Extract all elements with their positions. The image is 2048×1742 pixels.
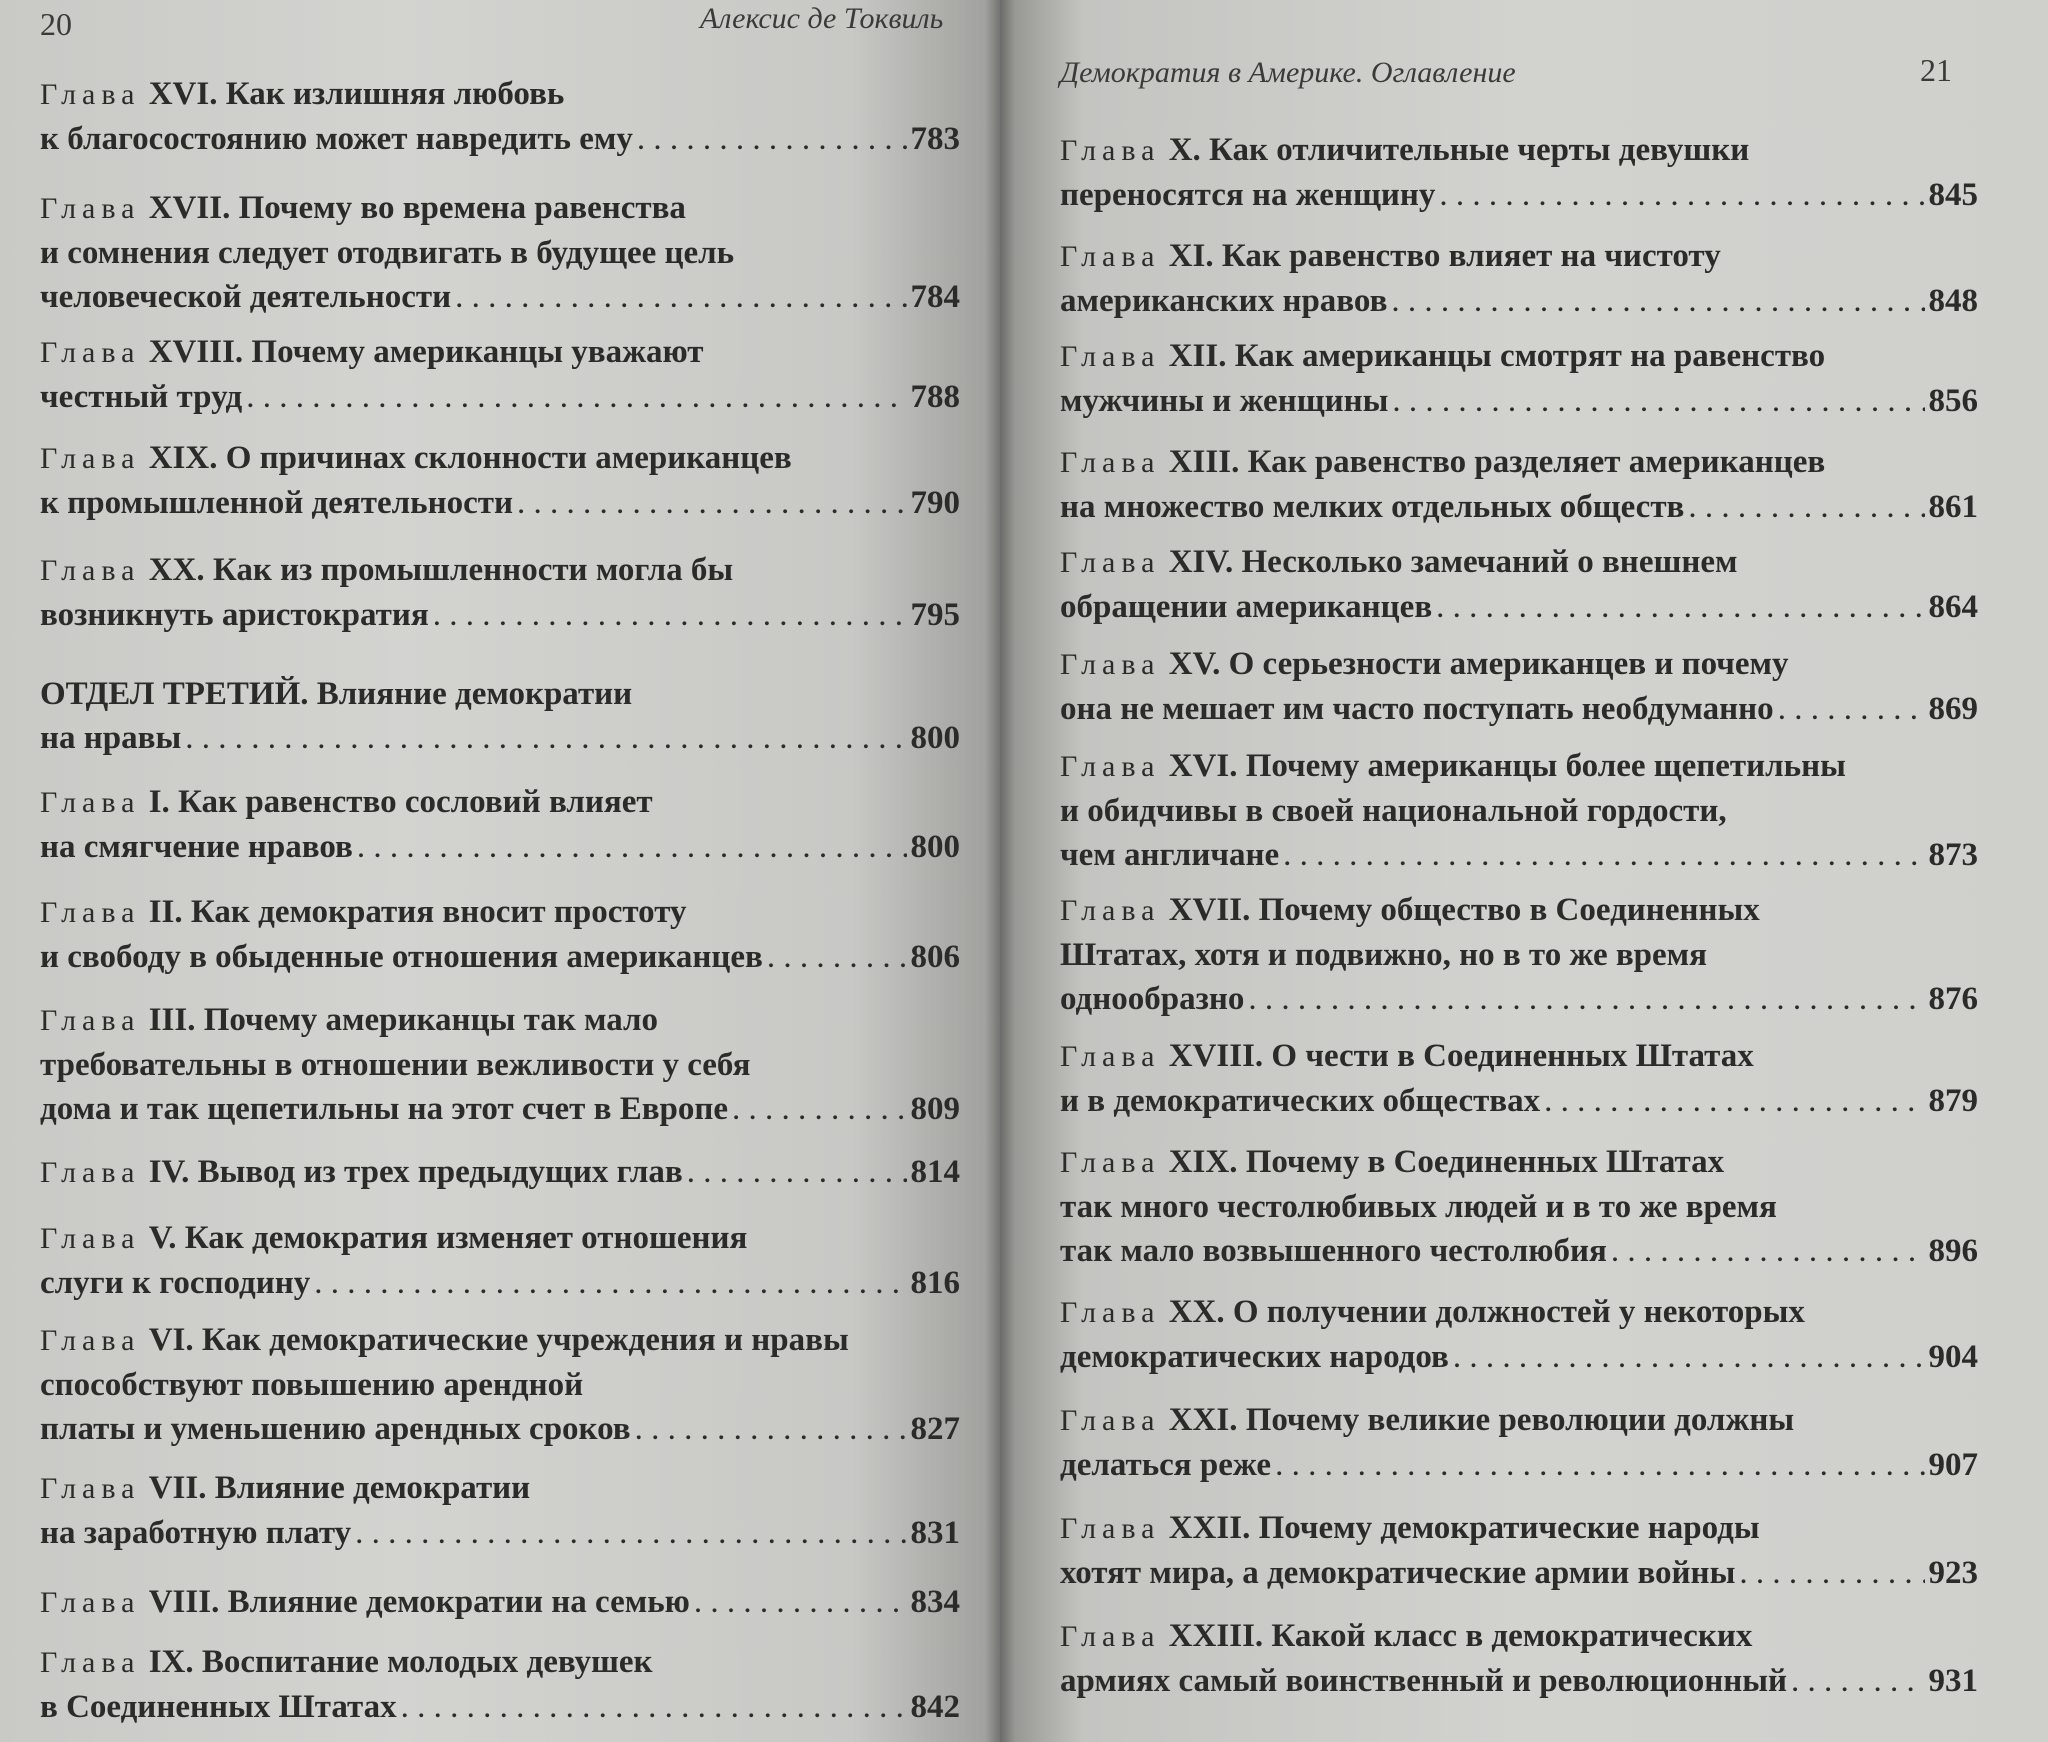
toc-entry-line: Глава XII. Как американцы смотрят на равенство bbox=[1060, 338, 1826, 374]
toc-entry-line: и сомнения следует отодвигать в будущее цель bbox=[40, 235, 735, 271]
toc-entry-line: честный труд bbox=[40, 379, 243, 415]
toc-entry-line: к благосостоянию может навредить ему bbox=[40, 121, 633, 157]
leader-dots bbox=[1778, 687, 1925, 731]
toc-entry bbox=[40, 1318, 960, 1451]
leader-dots bbox=[1275, 1443, 1924, 1487]
chapter-word: Глава bbox=[40, 786, 141, 819]
toc-entry-line: возникнуть аристократия bbox=[40, 597, 429, 633]
toc-entry bbox=[1060, 128, 1978, 217]
leader-dots bbox=[185, 716, 906, 760]
leader-dots bbox=[1248, 977, 1924, 1021]
toc-page-number: 834 bbox=[910, 1584, 960, 1620]
leader-dots bbox=[732, 1087, 906, 1131]
toc-entry bbox=[1060, 234, 1978, 323]
chapter-word: Глава bbox=[40, 1586, 141, 1619]
toc-page-number: 800 bbox=[910, 829, 960, 865]
toc-entry-line: Глава II. Как демократия вносит простоту bbox=[40, 894, 687, 930]
toc-page-number: 788 bbox=[910, 379, 960, 415]
toc-entry bbox=[40, 1216, 960, 1305]
toc-entry-line: Штатах, хотя и подвижно, но в то же время bbox=[1060, 937, 1707, 973]
toc-entry-line: и свободу в обыденные отношения американцев bbox=[40, 939, 763, 975]
leader-dots bbox=[246, 375, 906, 419]
toc-page-number: 806 bbox=[910, 939, 960, 975]
toc-entry-line: Глава XI. Как равенство влияет на чистоту bbox=[1060, 238, 1721, 274]
toc-section-title: ОТДЕЛ ТРЕТИЙ. Влияние демократии bbox=[40, 676, 633, 712]
leader-dots bbox=[1791, 1659, 1925, 1703]
toc-entry bbox=[1060, 744, 1978, 877]
book-gutter bbox=[985, 0, 1015, 1742]
toc-entry-line: Глава XVI. Почему американцы более щепетильны bbox=[1060, 748, 1846, 784]
toc-entry-line: Глава VII. Влияние демократии bbox=[40, 1470, 531, 1506]
toc-entry-line: платы и уменьшению арендных сроков bbox=[40, 1411, 631, 1447]
chapter-word: Глава bbox=[40, 192, 141, 225]
right-page bbox=[1000, 0, 2048, 1742]
toc-entry-line: Глава XVIII. Почему американцы уважают bbox=[40, 334, 704, 370]
toc-entry bbox=[40, 780, 960, 869]
toc-page-number: 873 bbox=[1928, 837, 1978, 873]
chapter-word: Глава bbox=[40, 78, 141, 111]
toc-entry-line: Глава XXIII. Какой класс в демократических bbox=[1060, 1618, 1753, 1654]
toc-entry bbox=[40, 436, 960, 525]
toc-entry bbox=[1060, 540, 1978, 629]
toc-entry bbox=[1060, 1140, 1978, 1273]
leader-dots bbox=[1392, 379, 1924, 423]
toc-entry-line: в Соединенных Штатах bbox=[40, 1689, 397, 1725]
toc-entry bbox=[40, 890, 960, 979]
chapter-word: Глава bbox=[1060, 648, 1161, 681]
toc-entry-line: слуги к господину bbox=[40, 1265, 311, 1301]
leader-dots bbox=[1283, 833, 1924, 877]
leader-dots bbox=[357, 825, 907, 869]
toc-entry-line: Глава XXII. Почему демократические народы bbox=[1060, 1510, 1760, 1546]
toc-entry-line: Глава IX. Воспитание молодых девушек bbox=[40, 1644, 653, 1680]
toc-page-number: 845 bbox=[1928, 177, 1978, 213]
toc-entry bbox=[1060, 888, 1978, 1021]
toc-entry-line: на смягчение нравов bbox=[40, 829, 353, 865]
toc-page-number: 864 bbox=[1928, 589, 1978, 625]
toc-entry bbox=[40, 1150, 960, 1195]
toc-entry-line: Глава XIX. Почему в Соединенных Штатах bbox=[1060, 1144, 1725, 1180]
toc-entry-line: Глава XX. Как из промышленности могла бы bbox=[40, 552, 734, 588]
toc-entry bbox=[40, 72, 960, 161]
toc-entry bbox=[1060, 334, 1978, 423]
chapter-word: Глава bbox=[40, 1222, 141, 1255]
toc-page-number: 923 bbox=[1928, 1555, 1978, 1591]
chapter-word: Глава bbox=[1060, 1512, 1161, 1545]
toc-entry-line: Глава XIV. Несколько замечаний о внешнем bbox=[1060, 544, 1738, 580]
chapter-word: Глава bbox=[40, 1324, 141, 1357]
left-page bbox=[0, 0, 1000, 1742]
chapter-word: Глава bbox=[1060, 446, 1161, 479]
toc-entry bbox=[40, 1640, 960, 1729]
toc-page-number: 790 bbox=[910, 485, 960, 521]
chapter-word: Глава bbox=[40, 442, 141, 475]
leader-dots bbox=[1611, 1229, 1925, 1273]
toc-entry-line: переносятся на женщину bbox=[1060, 177, 1436, 213]
toc-entry-line: на нравы bbox=[40, 720, 182, 756]
toc-entry-line: обращении американцев bbox=[1060, 589, 1433, 625]
toc-entry bbox=[40, 186, 960, 319]
toc-page-number: 816 bbox=[910, 1265, 960, 1301]
toc-entry-line: Глава VI. Как демократические учреждения и нравы bbox=[40, 1322, 849, 1358]
toc-entry bbox=[1060, 642, 1978, 731]
leader-dots bbox=[694, 1580, 907, 1624]
toc-entry bbox=[40, 548, 960, 637]
chapter-word: Глава bbox=[40, 1472, 141, 1505]
chapter-word: Глава bbox=[1060, 1146, 1161, 1179]
toc-page-number: 931 bbox=[1928, 1663, 1978, 1699]
chapter-word: Глава bbox=[1060, 546, 1161, 579]
chapter-word: Глава bbox=[1060, 134, 1161, 167]
toc-entry-line: Глава XVII. Почему во времена равенства bbox=[40, 190, 686, 226]
chapter-word: Глава bbox=[40, 554, 141, 587]
leader-dots bbox=[637, 117, 907, 161]
toc-entry-line: Глава XVI. Как излишняя любовь bbox=[40, 76, 565, 112]
chapter-word: Глава bbox=[1060, 894, 1161, 927]
toc-entry-line: способствуют повышению арендной bbox=[40, 1367, 584, 1403]
leader-dots bbox=[1439, 173, 1924, 217]
chapter-word: Глава bbox=[1060, 340, 1161, 373]
toc-page-number: 848 bbox=[1928, 283, 1978, 319]
leader-dots bbox=[1436, 585, 1924, 629]
toc-page-number: 783 bbox=[910, 121, 960, 157]
toc-page-number: 795 bbox=[910, 597, 960, 633]
toc-entry-line: так много честолюбивых людей и в то же время bbox=[1060, 1189, 1777, 1225]
toc-page-number: 827 bbox=[910, 1411, 960, 1447]
page-number-left: 20 bbox=[40, 6, 72, 42]
leader-dots bbox=[1739, 1551, 1924, 1595]
toc-entry bbox=[1060, 440, 1978, 529]
chapter-word: Глава bbox=[40, 896, 141, 929]
toc-entry-line: мужчины и женщины bbox=[1060, 383, 1389, 419]
toc-entry-line: Глава I. Как равенство сословий влияет bbox=[40, 784, 653, 820]
toc-entry-line: требовательны в отношении вежливости у себя bbox=[40, 1047, 751, 1083]
leader-dots bbox=[1544, 1079, 1924, 1123]
toc-page-number: 869 bbox=[1928, 691, 1978, 727]
toc-entry bbox=[1060, 1614, 1978, 1703]
toc-page-number: 856 bbox=[1928, 383, 1978, 419]
toc-entry-line: Глава III. Почему американцы так мало bbox=[40, 1002, 659, 1038]
toc-page-number: 814 bbox=[910, 1154, 960, 1190]
running-head-right: Демократия в Америке. Оглавление bbox=[1060, 56, 1516, 89]
toc-entry bbox=[40, 998, 960, 1131]
toc-page-number: 809 bbox=[910, 1091, 960, 1127]
toc-page-number: 904 bbox=[1928, 1339, 1978, 1375]
toc-entry bbox=[1060, 1290, 1978, 1379]
toc-entry-line: американских нравов bbox=[1060, 283, 1388, 319]
leader-dots bbox=[1453, 1335, 1925, 1379]
toc-page-number: 907 bbox=[1928, 1447, 1978, 1483]
toc-page-number: 831 bbox=[910, 1515, 960, 1551]
toc-entry-line: так мало возвышенного честолюбия bbox=[1060, 1233, 1607, 1269]
chapter-word: Глава bbox=[1060, 240, 1161, 273]
toc-page-number: 842 bbox=[910, 1689, 960, 1725]
leader-dots bbox=[455, 275, 906, 319]
toc-entry-line: к промышленной деятельности bbox=[40, 485, 513, 521]
chapter-word: Глава bbox=[1060, 1404, 1161, 1437]
leader-dots bbox=[314, 1261, 906, 1305]
chapter-word: Глава bbox=[40, 336, 141, 369]
leader-dots bbox=[767, 935, 907, 979]
toc-entry-line: Глава XV. О серьезности американцев и почему bbox=[1060, 646, 1789, 682]
toc-entry-line: на заработную плату bbox=[40, 1515, 352, 1551]
toc-entry-line: на множество мелких отдельных обществ bbox=[1060, 489, 1685, 525]
toc-entry-line: Глава XIX. О причинах склонности американцев bbox=[40, 440, 792, 476]
toc-entry-line: армиях самый воинственный и революционный bbox=[1060, 1663, 1787, 1699]
leader-dots bbox=[517, 481, 907, 525]
toc-entry bbox=[40, 1580, 960, 1625]
toc-entry-line: Глава XIII. Как равенство разделяет американцев bbox=[1060, 444, 1826, 480]
toc-entry bbox=[1060, 1398, 1978, 1487]
page-number-right: 21 bbox=[1920, 52, 1952, 88]
toc-entry-line: демократических народов bbox=[1060, 1339, 1449, 1375]
toc-entry-line: Глава XVIII. О чести в Соединенных Штатах bbox=[1060, 1038, 1754, 1074]
toc-section bbox=[40, 672, 960, 760]
leader-dots bbox=[687, 1150, 907, 1194]
toc-page-number: 784 bbox=[910, 279, 960, 315]
running-head-left: Алексис де Токвиль bbox=[700, 2, 944, 35]
toc-entry-line: она не мешает им часто поступать необдуманно bbox=[1060, 691, 1774, 727]
toc-entry-line: Глава X. Как отличительные черты девушки bbox=[1060, 132, 1750, 168]
chapter-word: Глава bbox=[1060, 1296, 1161, 1329]
chapter-word: Глава bbox=[40, 1646, 141, 1679]
toc-entry-line: Глава XX. О получении должностей у некоторых bbox=[1060, 1294, 1805, 1330]
chapter-word: Глава bbox=[1060, 1620, 1161, 1653]
leader-dots bbox=[355, 1511, 906, 1555]
toc-page-number: 896 bbox=[1928, 1233, 1978, 1269]
toc-entry-line: Глава VIII. Влияние демократии на семью bbox=[40, 1584, 690, 1620]
toc-entry bbox=[40, 1466, 960, 1555]
toc-entry-line: Глава XXI. Почему великие революции должны bbox=[1060, 1402, 1795, 1438]
leader-dots bbox=[1391, 279, 1924, 323]
leader-dots bbox=[433, 593, 907, 637]
toc-page-number: 800 bbox=[910, 720, 960, 756]
toc-entry bbox=[1060, 1034, 1978, 1123]
toc-page-number: 876 bbox=[1928, 981, 1978, 1017]
toc-page-number: 879 bbox=[1928, 1083, 1978, 1119]
toc-entry-line: Глава IV. Вывод из трех предыдущих глав bbox=[40, 1154, 683, 1190]
leader-dots bbox=[1688, 485, 1924, 529]
chapter-word: Глава bbox=[40, 1004, 141, 1037]
toc-page-number: 861 bbox=[1928, 489, 1978, 525]
leader-dots bbox=[401, 1685, 907, 1729]
chapter-word: Глава bbox=[40, 1156, 141, 1189]
toc-entry bbox=[40, 330, 960, 419]
toc-entry-line: и в демократических обществах bbox=[1060, 1083, 1541, 1119]
toc-entry-line: Глава V. Как демократия изменяет отношения bbox=[40, 1220, 748, 1256]
toc-entry-line: чем англичане bbox=[1060, 837, 1280, 873]
toc-entry-line: человеческой деятельности bbox=[40, 279, 452, 315]
toc-entry-line: и обидчивы в своей национальной гордости, bbox=[1060, 793, 1727, 829]
toc-entry-line: хотят мира, а демократические армии войны bbox=[1060, 1555, 1736, 1591]
toc-entry-line: дома и так щепетильны на этот счет в Европе bbox=[40, 1091, 729, 1127]
toc-entry-line: Глава XVII. Почему общество в Соединенных bbox=[1060, 892, 1760, 928]
toc-entry-line: делаться реже bbox=[1060, 1447, 1272, 1483]
chapter-word: Глава bbox=[1060, 1040, 1161, 1073]
chapter-word: Глава bbox=[1060, 750, 1161, 783]
toc-entry-line: однообразно bbox=[1060, 981, 1245, 1017]
leader-dots bbox=[635, 1407, 907, 1451]
toc-entry bbox=[1060, 1506, 1978, 1595]
